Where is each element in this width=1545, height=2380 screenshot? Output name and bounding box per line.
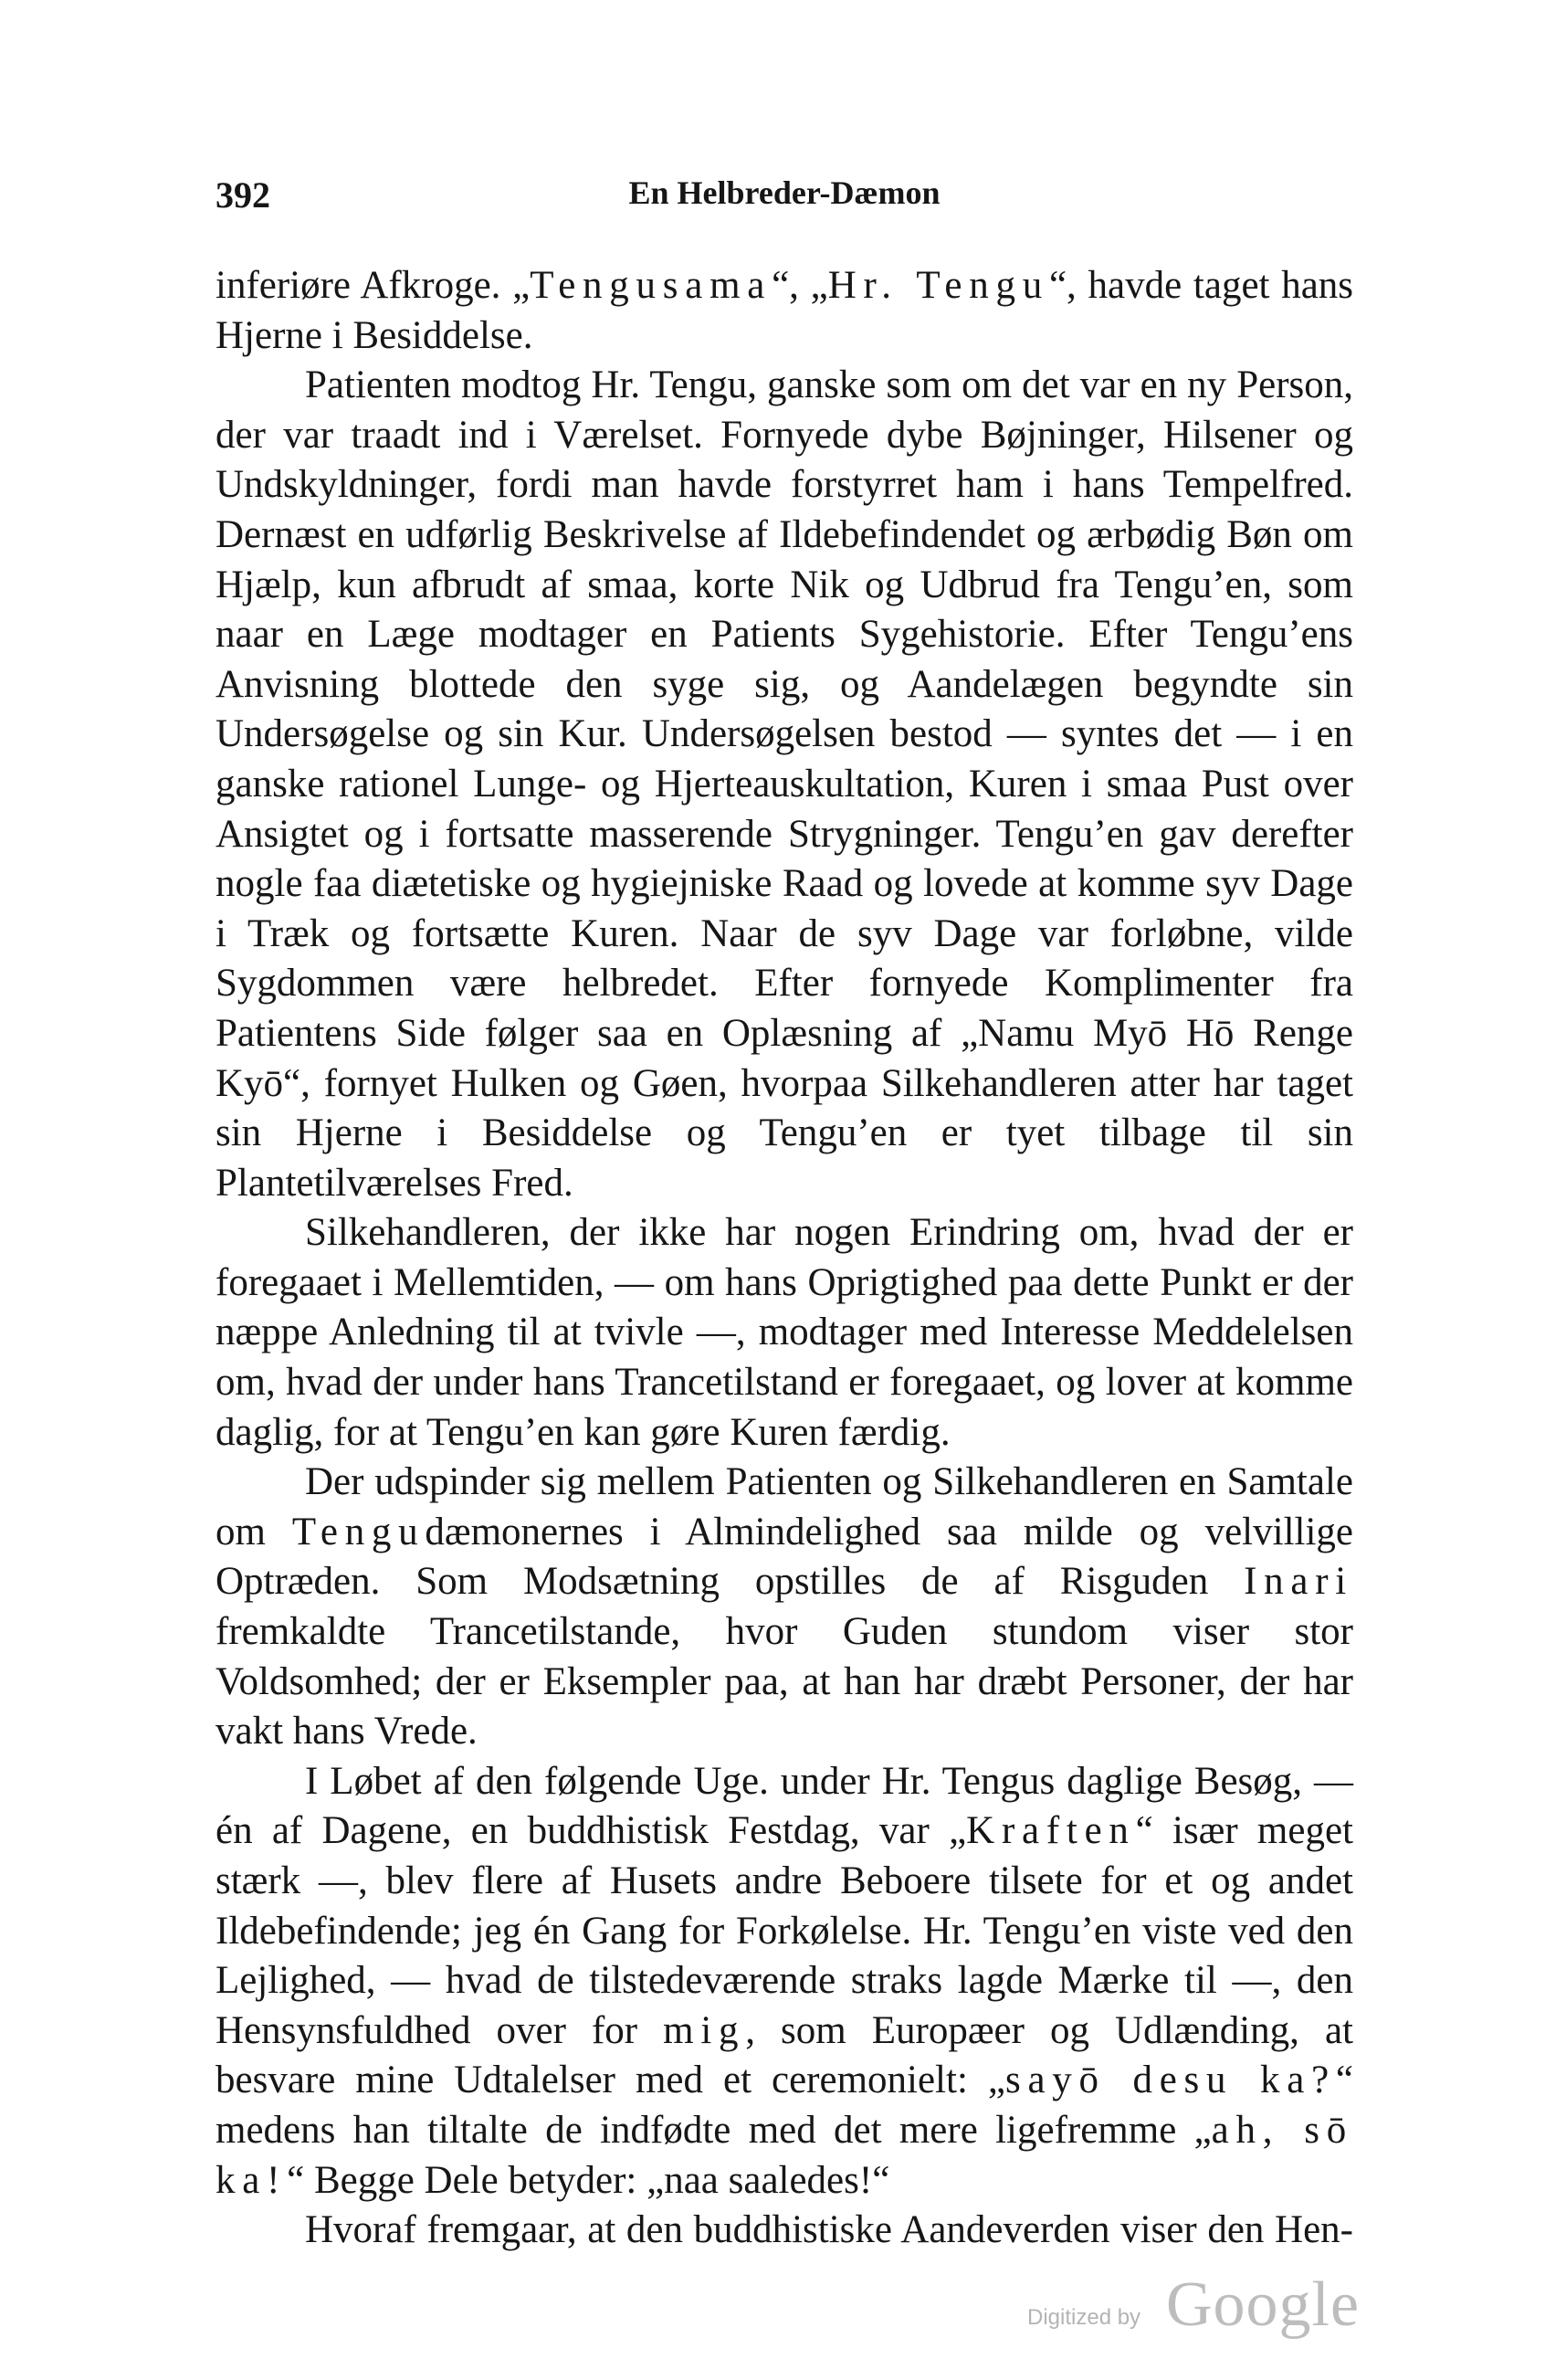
text-run: “ medens han tiltalte de indfødte med det mere ligefremme „ [215,2059,1353,2152]
text-run: , som Europæer og Udlænding, at besvare mine Udtalelser med et ceremonielt: „ [215,2008,1353,2102]
text-run: Hvoraf fremgaar, at den buddhistiske Aandeverden viser den Hen- [305,2208,1353,2252]
text-run: Der udspinder sig mellem Patienten og Silkehandleren en Samtale om [215,1460,1353,1553]
paragraph [215,2206,1353,2256]
paragraph [215,361,1353,1208]
text-run: I Løbet af den følgende Uge. under Hr. Tengus daglige Besøg, — én af Dagene, en buddhistisk Festdag, var „ [215,1759,1353,1853]
page-header [215,174,1353,228]
text-run: inferiøre Afkroge. „ [215,264,531,307]
spaced-emphasis: Hr. Tengu [827,264,1049,307]
paragraph [215,1458,1353,1757]
spaced-emphasis: Kraften [966,1809,1136,1853]
spaced-emphasis: mig [663,2008,746,2052]
paragraph [215,1757,1353,2206]
paragraph [215,1208,1353,1458]
text-run: “, „ [772,264,828,307]
spaced-emphasis: ah, sō ka! [215,2108,1353,2202]
body-text [215,261,1353,2256]
text-run: “ især meget stærk —, blev flere af Husets andre Beboere tilsete for et og andet Ildebefindende; jeg én Gang for Forkølelse. Hr. Tengu’en viste ved den Lejlighed, — hvad de tilstedeværende straks lagde Mærke til —, den Hensynsfuldhed over for [215,1809,1353,2052]
spaced-emphasis: sayō desu ka? [1004,2059,1336,2102]
paragraph [215,261,1353,361]
page-number: 392 [215,174,270,216]
text-run: fremkaldte Trancetilstande, hvor Guden stundom viser stor Voldsomhed; der er Eksempler paa, at han har dræbt Personer, der har vakt hans Vrede. [215,1610,1353,1753]
running-title: En Helbreder-Dæmon [628,174,941,211]
text-run: “, havde taget hans Hjerne i Besiddelse. [215,264,1354,357]
text-run: Patienten modtog Hr. Tengu, ganske som om det var en ny Person, der var traadt ind i Værelset. Fornyede dybe Bøjninger, Hilsener og Undskyldninger, fordi man havde forstyrret ham i hans Tempelfred. Dernæst en udførlig Beskrivelse af Ildebefindendet og ærbødig Bøn om Hjælp, kun afbrudt af smaa, korte Nik og Udbrud fra Tengu’en, som naar en Læge modtager en Patients Sygehistorie. Efter Tengu’ens Anvisning blottede den syge sig, og Aandelægen begyndte sin Undersøgelse og sin Kur. Undersøgelsen bestod — syntes det — i en ganske rationel Lunge- og Hjerteauskultation, Kuren i smaa Pust over Ansigtet og i fortsatte masserende Strygninger. Tengu’en gav derefter nogle faa diætetiske og hygiejniske Raad og lovede at komme syv Dage i Træk og fortsætte Kuren. Naar de syv Dage var forløbne, vilde Sygdommen være helbredet. Efter fornyede Komplimenter fra Patientens Side følger saa en Oplæsning af „Namu Myō Hō Renge Kyō“, fornyet Hulken og Gøen, hvorpaa Silkehandleren atter har taget sin Hjerne i Besiddelse og Tengu’en er tyet tilbage til sin Plantetilværelses Fred. [215,363,1353,1205]
text-run: “ Begge Dele betyder: „naa saaledes!“ [287,2158,890,2202]
spaced-emphasis: Tengusama [530,264,772,307]
spaced-emphasis: Tengu [291,1510,426,1553]
text-run: Silkehandleren, der ikke har nogen Erindring om, hvad der er foregaaet i Mellemtiden, — om hans Oprigtighed paa dette Punkt er der næppe Anledning til at tvivle —, modtager med Interesse Meddelelsen om, hvad der under hans Trancetilstand er foregaaet, og lover at komme daglig, for at Tengu’en kan gøre Kuren færdig. [215,1211,1353,1454]
google-watermark: Google [1166,2269,1361,2340]
spaced-emphasis: Inari [1244,1560,1353,1604]
digitization-footer [1027,2269,1361,2342]
digitized-by-label: Digitized by [1027,2305,1141,2330]
text-run: dæmonernes i Almindelighed saa milde og velvillige Optræden. Som Modsætning opstilles de af Risguden [215,1510,1353,1604]
